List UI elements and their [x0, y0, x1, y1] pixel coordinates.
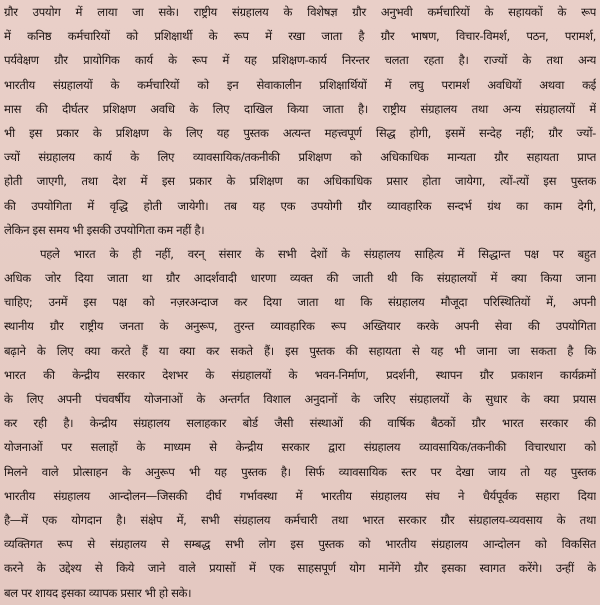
paragraph-2: [4, 242, 596, 605]
body-text: [4, 0, 596, 605]
text-line: स्थानीय ग्रौर राष्ट्रीय जनता के अनुरूप, तुरन्त व्यावहारिक रूप अख्तियार करके अपनी सेवा की उपयोगिता: [4, 319, 596, 334]
text-line: बढ़ाने के लिए क्या करते हैं या क्या कर सकते हैं। इस पुस्तक की सहायता से यह भी जाना जा सकता है कि: [4, 343, 596, 358]
text-line: व्यक्तिगत रूप से संग्रहालय से सम्बद्ध सभी लोग इस पुस्तक को भारतीय संग्रहालय आन्दोलन को विकसित: [4, 537, 596, 552]
text-line: करने के उद्देश्य से किये जाने वाले प्रयासों में एक साहसपूर्ण योग मानेंगे ग्रौर इसका स्वागत करेंगे। उन्हीं के: [4, 561, 596, 576]
text-line: योजनाओं पर सलाहों के माध्यम से केन्द्रीय सरकार द्वारा संग्रहालय व्यावसायिक/तकनीकी विचारधारा को: [4, 440, 596, 455]
text-line: की उपयोगिता में वृद्धि होती जायेगी। तब यह एक उपयोगी ग्रौर व्यावहारिक सन्दर्भ ग्रंथ का काम देगी,: [4, 198, 596, 213]
text-line: बल पर शायद इसका व्यापक प्रसार भी हो सके।: [4, 585, 192, 600]
text-line: पहले भारत के ही नहीं, वरन् संसार के सभी देशों के संग्रहालय साहित्य में सिद्धान्त पक्ष पर बहुत: [40, 246, 596, 261]
text-line: पर्यवेक्षण ग्रौर प्रायोगिक कार्य के रूप में यह प्रशिक्षण-कार्य निरन्तर चलता रहता है। राज्यों के तथा अन्य: [4, 53, 596, 68]
text-line: होती जाएगी, तथा देश में इस प्रकार के प्रशिक्षण का अधिकाधिक प्रसार होता जायेगा, त्यों-त्यों इस पुस्तक: [4, 174, 596, 189]
text-line: भारतीय संग्रहालयों के कर्मचारियों को इन सेवाकालीन प्रशिक्षार्थियों में लघु परामर्श अवधियों अथवा कई: [4, 77, 596, 92]
text-line: ग्रौर उपयोग में लाया जा सके। राष्ट्रीय संग्रहालय के विशेषज्ञ ग्रौर अनुभवी कर्मचारियों के सहायकों के रूप: [4, 5, 596, 19]
text-line: भारतीय संग्रहालय आन्दोलन—जिसकी दीर्घ गर्भावस्था में भारतीय संग्रहालय संघ ने धैर्यपूर्वक सहारा दिया: [4, 488, 596, 503]
paragraph-1: [4, 0, 596, 242]
text-line: में कनिष्ठ कर्मचारियों को प्रशिक्षार्थी के रूप में रखा जाता है ग्रौर भाषण, विचार-विमर्श, पठन, परामर्श,: [4, 29, 596, 44]
text-line: है—में एक योगदान है। संक्षेप में, सभी संग्रहालय कर्मचारी तथा भारत सरकार ग्रौर संग्रहालय-व्यवसाय के तथा: [4, 512, 596, 527]
text-line: के लिए अपनी पंचवर्षीय योजनाओं के अन्तर्गत विशाल अनुदानों के जरिए संग्रहालयों के सुधार के क्या प्रयास: [4, 392, 596, 406]
text-line: चाहिए; उनमें इस पक्ष को नज़रअन्दाज कर दिया जाता था कि संग्रहालय मौजूदा परिस्थितियों में, अपनी: [4, 295, 596, 310]
text-line: भारत की केन्द्रीय सरकार देशभर के संग्रहालयों के भवन-निर्माण, प्रदर्शनी, स्थापन ग्रौर प्रकाशन कार्यक्रमों: [4, 367, 596, 382]
text-line: ज्यों संग्रहालय कार्य के लिए व्यावसायिक/तकनीकी प्रशिक्षण को अधिकाधिक मान्यता ग्रौर सहायता प्राप्त: [4, 150, 596, 165]
text-line: अधिक जोर दिया जाता था ग्रौर आदर्शवादी धारणा व्यक्त की जाती थी कि संग्रहालयों में क्या किया जाना: [4, 271, 596, 286]
text-line: मिलने वाले प्रोत्साहन के अनुरूप भी यह पुस्तक है। सिर्फ व्यावसायिक स्तर पर देखा जाय तो यह पुस्तक: [4, 464, 596, 479]
text-line: मास की दीर्घतर प्रशिक्षण अवधि के लिए दाखिल किया जाता है। राष्ट्रीय संग्रहालय तथा अन्य संग्रहालयों में: [4, 101, 596, 116]
text-line: लेकिन इस समय भी इसकी उपयोगिता कम नहीं है।: [4, 222, 205, 237]
text-line: भी इस प्रकार के प्रशिक्षण के लिए यह पुस्तक अत्यन्त महत्त्वपूर्ण सिद्ध होगी, इसमें सन्देह नहीं; ग्रौर ज्यों-: [4, 125, 596, 140]
text-line: कर रही है। केन्द्रीय संग्रहालय सलाहकार बोर्ड जैसी संस्थाओं की वार्षिक बैठकों ग्रौर भारत सरकार की: [4, 416, 596, 431]
